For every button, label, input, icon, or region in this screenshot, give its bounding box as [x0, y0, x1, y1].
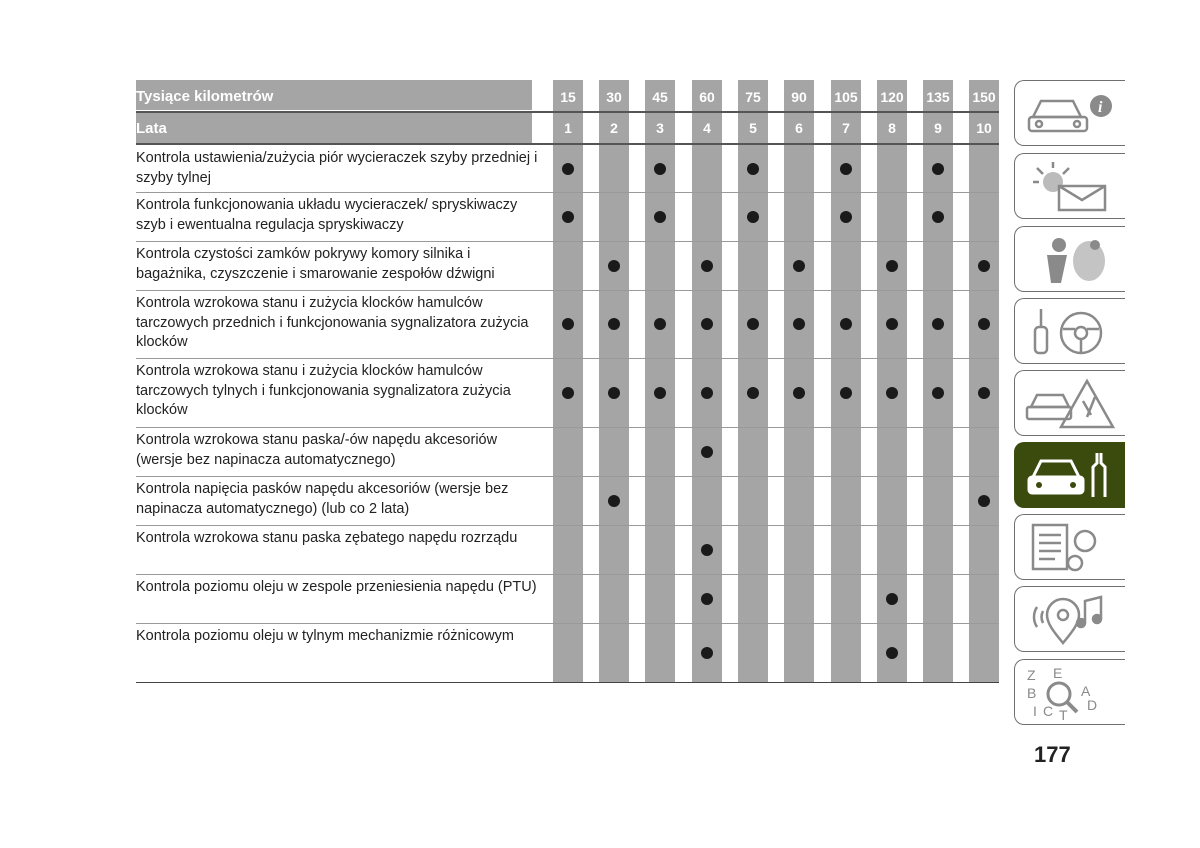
year-column-header: 10 — [976, 120, 992, 136]
svg-text:B: B — [1027, 685, 1037, 701]
service-mark-dot — [932, 318, 944, 330]
row-separator — [136, 427, 999, 428]
table-row-label: Kontrola wzrokowa stanu paska/-ów napędu akcesoriów (wersje bez napinacza automatycznego) — [136, 432, 498, 468]
svg-text:Z: Z — [1027, 667, 1036, 683]
service-mark-dot — [562, 318, 574, 330]
km-column-header: 60 — [699, 89, 715, 105]
row-separator — [136, 358, 999, 359]
km-column-header: 30 — [606, 89, 622, 105]
table-row-label: Kontrola czystości zamków pokrywy komory silnika i bagażnika, czyszczenie i smarowanie zespołów dźwigni — [136, 246, 495, 282]
service-mark-dot — [840, 163, 852, 175]
column-strip — [692, 80, 722, 682]
svg-text:i: i — [1098, 99, 1103, 116]
year-column-header: 2 — [610, 120, 618, 136]
svg-text:E: E — [1053, 666, 1063, 681]
service-mark-dot — [932, 163, 944, 175]
year-column-header: 7 — [842, 120, 850, 136]
year-column-header: 8 — [888, 120, 896, 136]
km-column-header: 135 — [926, 89, 950, 105]
svg-text:A: A — [1081, 683, 1091, 699]
km-column-header: 150 — [972, 89, 996, 105]
km-column-header: 75 — [745, 89, 761, 105]
service-mark-dot — [978, 260, 990, 272]
row-separator — [136, 623, 999, 624]
service-mark-dot — [701, 446, 713, 458]
service-mark-dot — [886, 260, 898, 272]
page-number: 177 — [1034, 742, 1071, 767]
service-mark-dot — [608, 495, 620, 507]
service-mark-dot — [701, 260, 713, 272]
column-strip — [969, 80, 999, 682]
table-row-label: Kontrola poziomu oleju w tylnym mechanizmie różnicowym — [136, 628, 514, 644]
service-mark-dot — [978, 387, 990, 399]
service-mark-dot — [562, 163, 574, 175]
row-separator — [136, 574, 999, 575]
row-separator — [136, 476, 999, 477]
year-column-header: 4 — [703, 120, 711, 136]
table-row-label: Kontrola wzrokowa stanu i zużycia klocków hamulców tarczowych przednich i funkcjonowania sygnalizatora zużycia klocków — [136, 295, 529, 351]
table-row-label: Kontrola poziomu oleju w zespole przeniesienia napędu (PTU) — [136, 579, 537, 595]
table-row-label: Kontrola napięcia pasków napędu akcesoriów (wersje bez napinacza automatycznego) (lub co 2 lata) — [136, 481, 509, 517]
service-mark-dot — [701, 593, 713, 605]
service-mark-dot — [701, 387, 713, 399]
service-mark-dot — [654, 163, 666, 175]
column-strip — [784, 80, 814, 682]
sidebar-tab-maintenance[interactable] — [1014, 442, 1125, 508]
svg-text:D: D — [1087, 697, 1098, 713]
service-mark-dot — [886, 647, 898, 659]
table-row-label: Kontrola ustawienia/zużycia piór wycieraczek szyby przedniej i szyby tylnej — [136, 150, 538, 186]
year-column-header: 5 — [749, 120, 757, 136]
service-mark-dot — [701, 647, 713, 659]
km-column-header: 90 — [791, 89, 807, 105]
service-mark-dot — [747, 387, 759, 399]
service-mark-dot — [562, 211, 574, 223]
sidebar-tab-safety[interactable] — [1014, 226, 1125, 292]
sidebar-tab-car-info[interactable] — [1014, 80, 1125, 146]
header-separator — [136, 111, 999, 113]
service-mark-dot — [978, 495, 990, 507]
service-mark-dot — [654, 211, 666, 223]
row-separator — [136, 525, 999, 526]
service-mark-dot — [886, 593, 898, 605]
row-separator — [136, 290, 999, 291]
service-mark-dot — [747, 163, 759, 175]
service-mark-dot — [608, 260, 620, 272]
table-row-label: Kontrola funkcjonowania układu wycieraczek/ spryskiwaczy szyb i ewentualna regulacja spryskiwaczy — [136, 197, 518, 233]
svg-text:T: T — [1059, 707, 1068, 720]
km-header-label: Tysiące kilometrów — [136, 87, 274, 105]
row-separator — [136, 241, 999, 242]
service-mark-dot — [793, 387, 805, 399]
service-mark-dot — [840, 318, 852, 330]
service-mark-dot — [886, 318, 898, 330]
service-mark-dot — [654, 318, 666, 330]
service-mark-dot — [747, 318, 759, 330]
service-mark-dot — [886, 387, 898, 399]
sidebar-tab-emergency[interactable] — [1014, 370, 1125, 436]
sidebar-tab-multimedia[interactable] — [1014, 586, 1125, 652]
service-mark-dot — [932, 211, 944, 223]
sidebar-tab-lights-messages[interactable] — [1014, 153, 1125, 219]
service-mark-dot — [608, 387, 620, 399]
year-column-header: 3 — [656, 120, 664, 136]
row-separator — [136, 192, 999, 193]
service-mark-dot — [608, 318, 620, 330]
service-mark-dot — [793, 318, 805, 330]
column-strip — [877, 80, 907, 682]
column-strip — [599, 80, 629, 682]
table-row-label: Kontrola wzrokowa stanu i zużycia klocków hamulców tarczowych tylnych i funkcjonowania sygnalizatora zużycia klocków — [136, 363, 511, 419]
service-mark-dot — [562, 387, 574, 399]
header-separator-2 — [136, 143, 999, 145]
service-mark-dot — [793, 260, 805, 272]
sidebar-tab-starting-driving[interactable] — [1014, 298, 1125, 364]
svg-text:I: I — [1033, 703, 1037, 719]
service-mark-dot — [932, 387, 944, 399]
service-mark-dot — [747, 211, 759, 223]
service-mark-dot — [654, 387, 666, 399]
km-column-header: 45 — [652, 89, 668, 105]
service-mark-dot — [701, 318, 713, 330]
km-column-header: 120 — [880, 89, 904, 105]
row-separator — [136, 682, 999, 683]
sidebar-tab-index[interactable] — [1014, 659, 1125, 725]
service-mark-dot — [840, 387, 852, 399]
years-header-label: Lata — [136, 119, 167, 137]
km-column-header: 105 — [834, 89, 858, 105]
year-column-header: 9 — [934, 120, 942, 136]
table-row-label: Kontrola wzrokowa stanu paska zębatego napędu rozrządu — [136, 530, 518, 546]
year-column-header: 6 — [795, 120, 803, 136]
year-column-header: 1 — [564, 120, 572, 136]
service-mark-dot — [701, 544, 713, 556]
service-mark-dot — [840, 211, 852, 223]
service-mark-dot — [978, 318, 990, 330]
svg-text:C: C — [1043, 703, 1054, 719]
km-column-header: 15 — [560, 89, 576, 105]
sidebar-tab-technical-data[interactable] — [1014, 514, 1125, 580]
